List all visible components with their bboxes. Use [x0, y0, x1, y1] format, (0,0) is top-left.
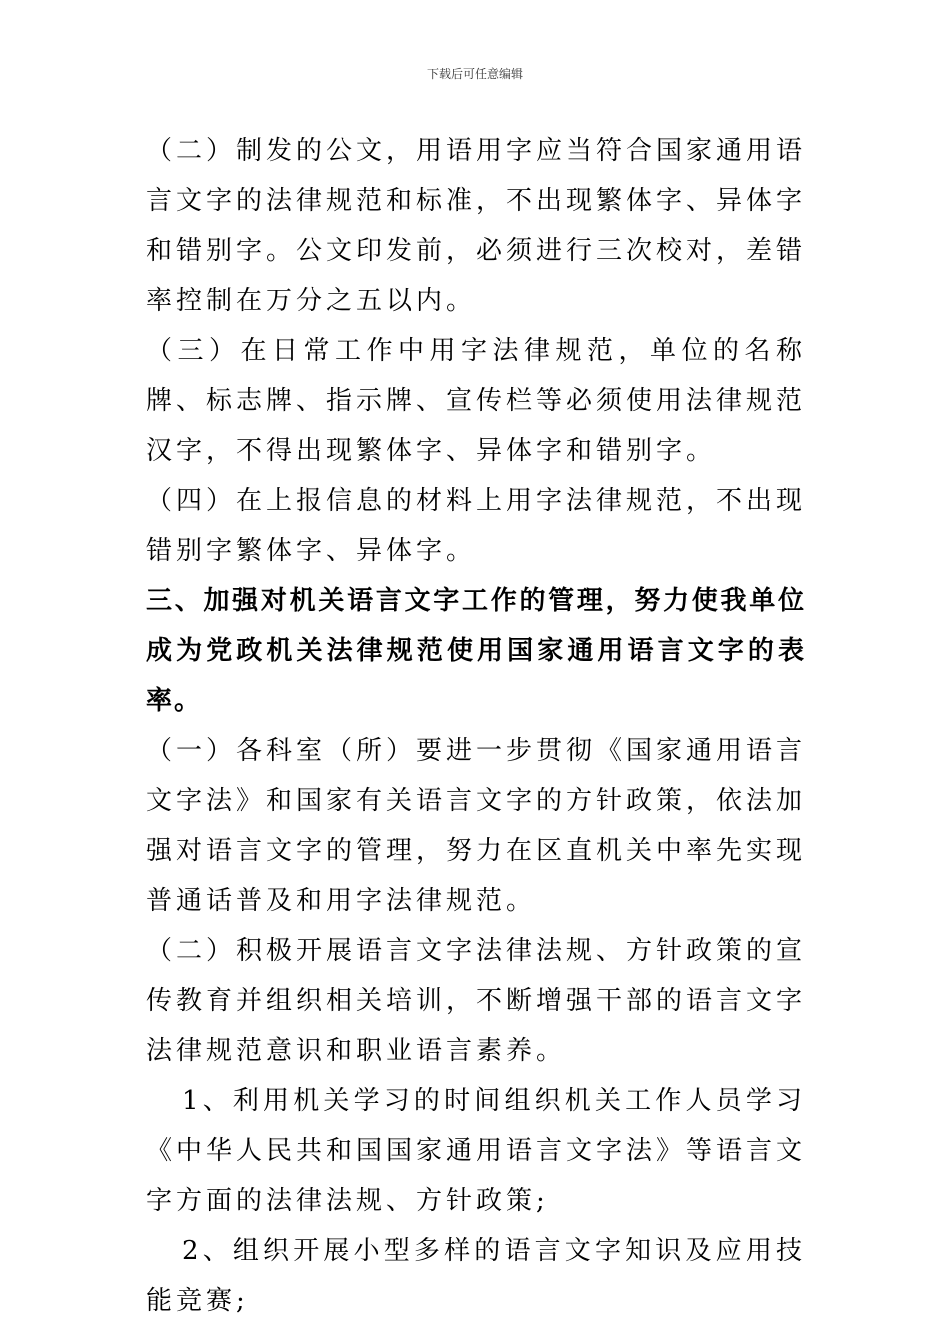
document-body	[146, 126, 806, 1326]
paragraph-reported-materials: （四）在上报信息的材料上用字法律规范，不出现错别字繁体字、异体字。	[146, 486, 807, 566]
list-item-competitions: 2、组织开展小型多样的语言文字知识及应用技能竞赛;	[146, 1236, 806, 1316]
paragraph-publicity-training: （二）积极开展语言文字法律法规、方针政策的宣传教育并组织相关培训，不断增强干部的语言文字法律规范意识和职业语言素养。	[146, 936, 807, 1066]
page-header: 下载后可任意编辑	[426, 67, 523, 81]
list-item-study-law: 1、利用机关学习的时间组织机关工作人员学习《中华人民共和国国家通用语言文字法》等语言文字方面的法律法规、方针政策;	[146, 1086, 807, 1216]
paragraph-departments-implement-law: （一）各科室（所）要进一步贯彻《国家通用语言文字法》和国家有关语言文字的方针政策，依法加强对语言文字的管理，努力在区直机关中率先实现普通话普及和用字法律规范。	[146, 736, 807, 916]
paragraph-daily-work-signage: （三）在日常工作中用字法律规范，单位的名称牌、标志牌、指示牌、宣传栏等必须使用法律规范汉字，不得出现繁体字、异体字和错别字。	[146, 336, 807, 466]
section-heading-three: 三、加强对机关语言文字工作的管理，努力使我单位成为党政机关法律规范使用国家通用语言文字的表率。	[146, 586, 806, 716]
paragraph-official-documents: （二）制发的公文，用语用字应当符合国家通用语言文字的法律规范和标准，不出现繁体字、异体字和错别字。公文印发前，必须进行三次校对，差错率控制在万分之五以内。	[146, 136, 807, 316]
